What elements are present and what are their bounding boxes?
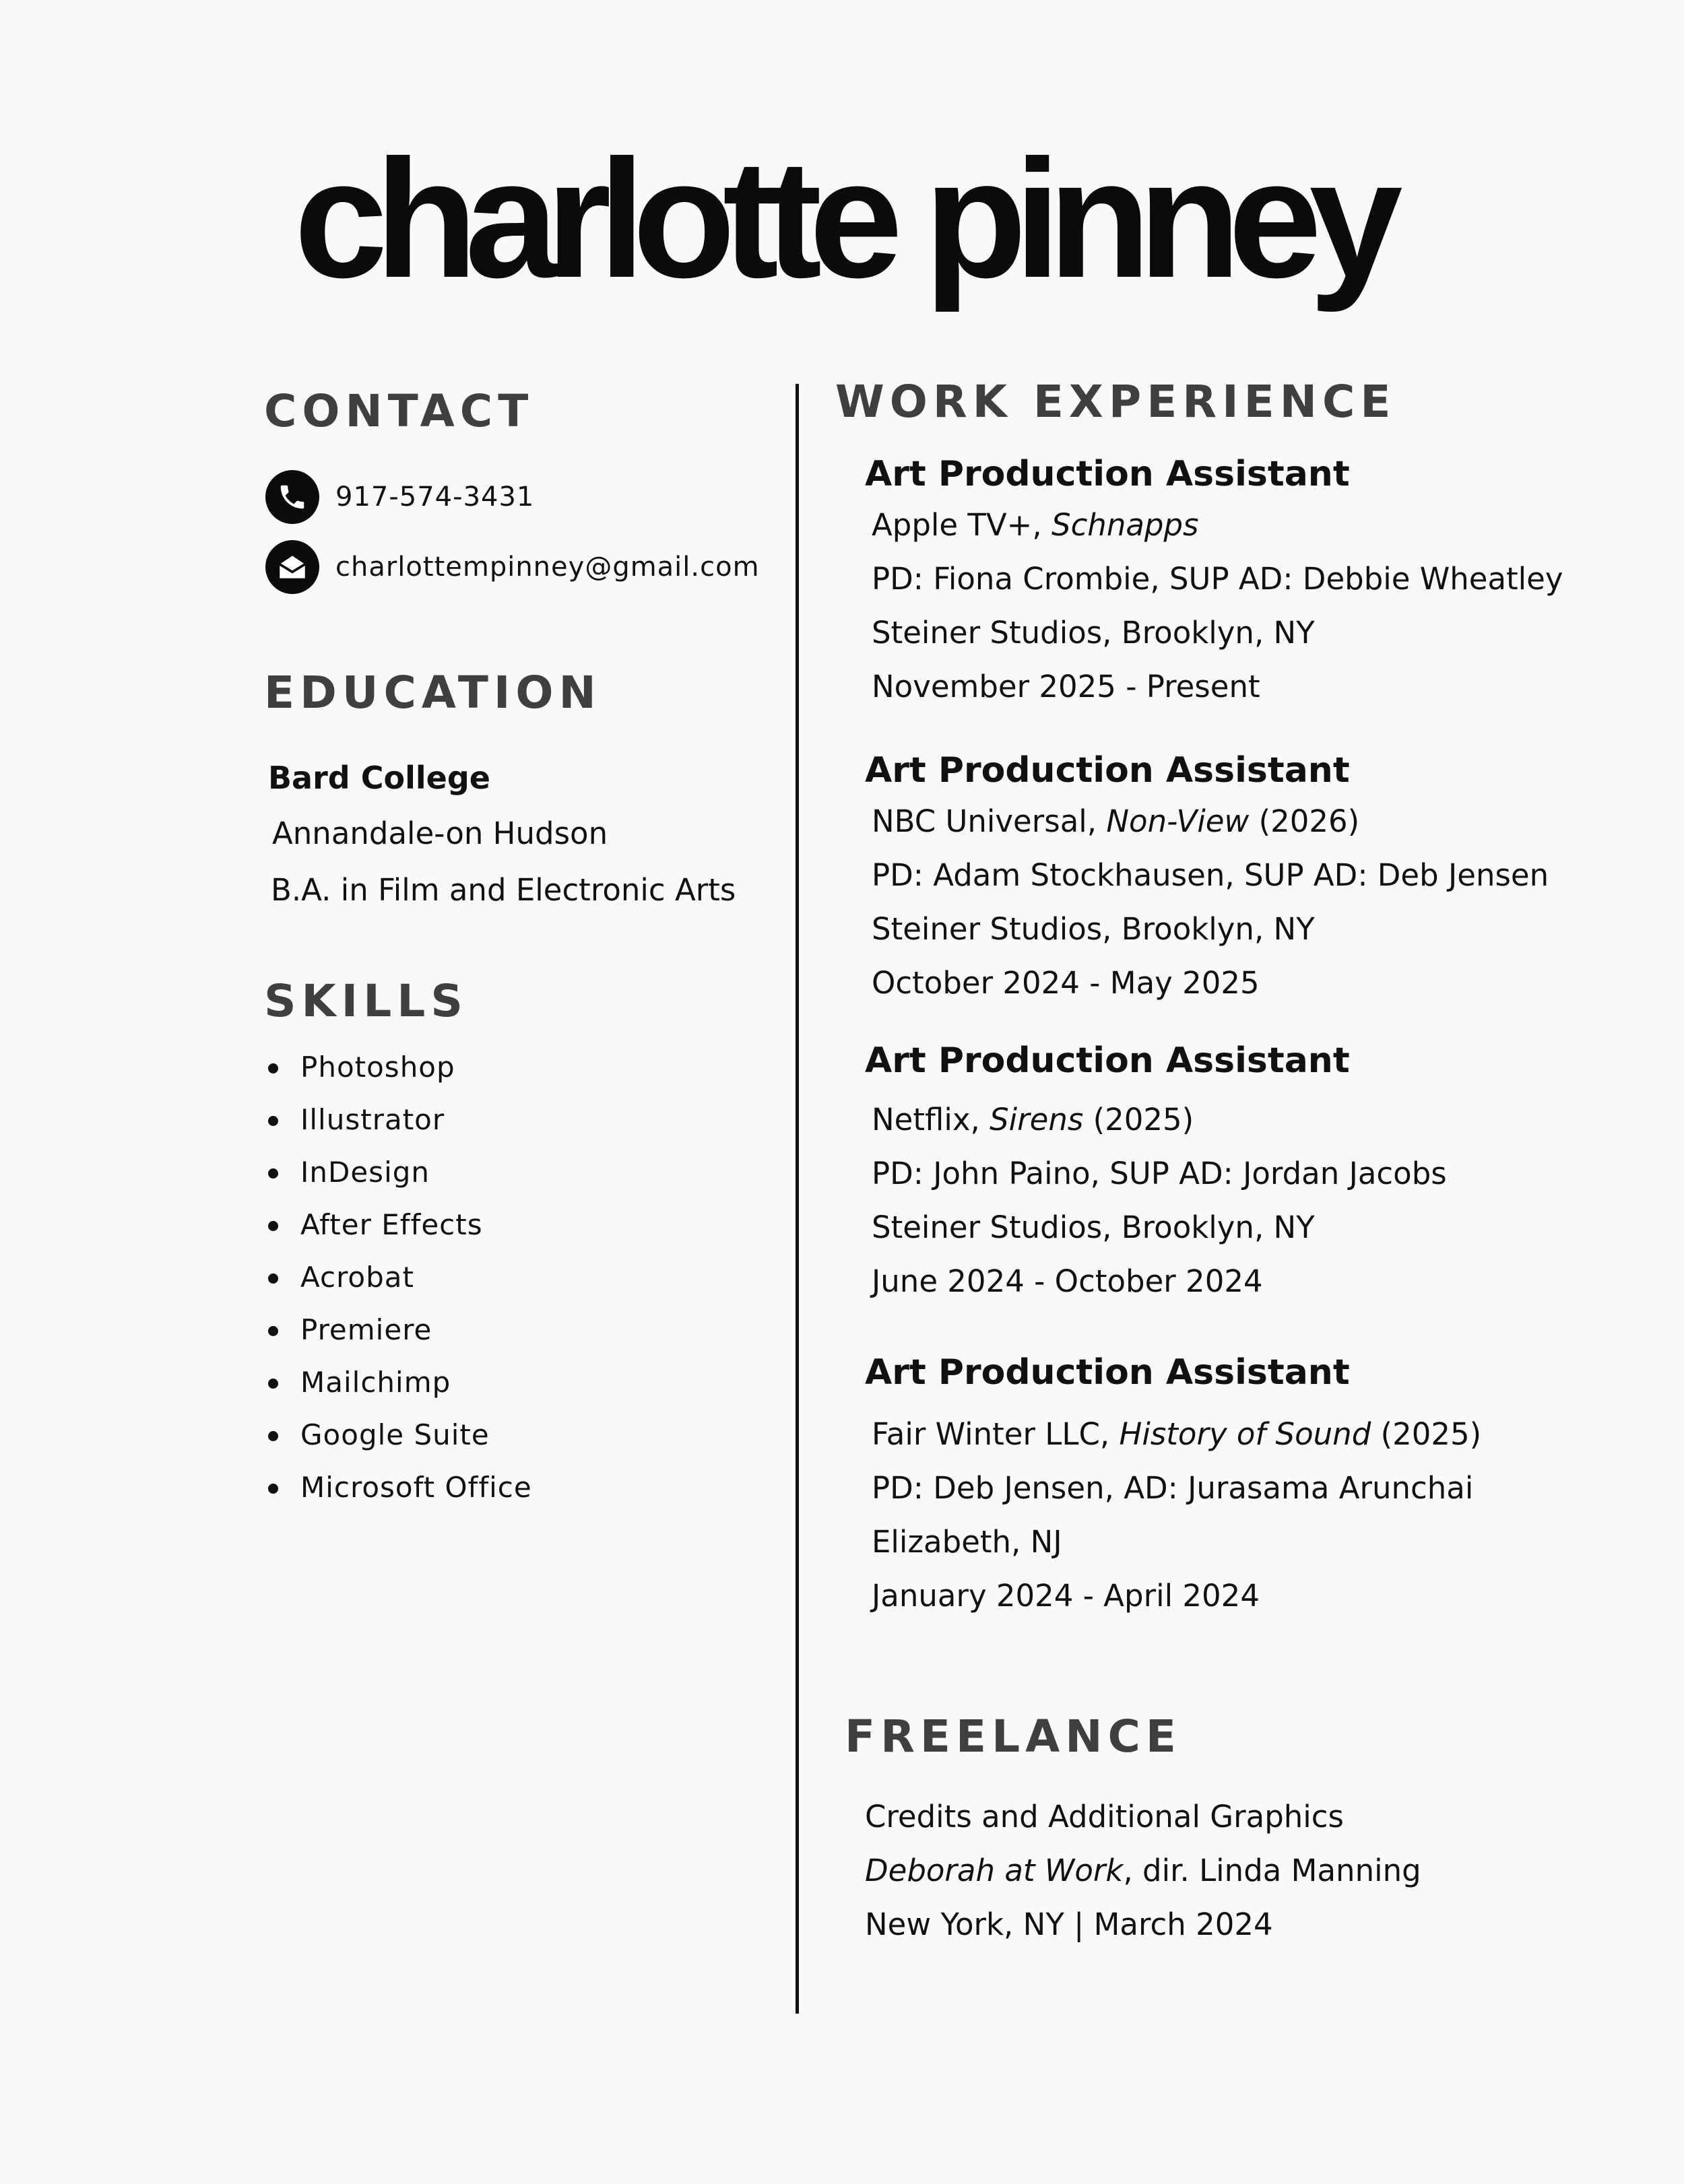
degree: B.A. in Film and Electronic Arts (271, 872, 736, 908)
job-dates: October 2024 - May 2025 (872, 965, 1260, 1001)
job-show: Schnapps (1051, 507, 1199, 543)
freelance-project: Deborah at Work (865, 1853, 1124, 1888)
job-location: Steiner Studios, Brooklyn, NY (872, 615, 1315, 651)
job-title: Art Production Assistant (865, 1352, 1350, 1393)
skill-item: Acrobat (267, 1251, 532, 1304)
skill-item: Mailchimp (267, 1356, 532, 1409)
job-company-line (872, 1408, 1640, 1461)
skill-item: InDesign (267, 1146, 532, 1199)
job-entry (865, 750, 1640, 1010)
freelance-project-line (865, 1844, 1640, 1898)
freelance-role: Credits and Additional Graphics (865, 1799, 1344, 1834)
freelance-block (865, 1790, 1640, 1952)
work-experience-heading: WORK EXPERIENCE (835, 376, 1396, 428)
freelance-location-date: New York, NY | March 2024 (865, 1907, 1273, 1942)
skill-item: Google Suite (267, 1409, 532, 1461)
job-company-line (872, 498, 1640, 552)
freelance-director: , dir. Linda Manning (1123, 1853, 1421, 1888)
contact-phone-row (265, 469, 777, 525)
skill-item: Photoshop (267, 1041, 532, 1094)
job-title: Art Production Assistant (865, 1040, 1350, 1081)
skill-item: After Effects (267, 1199, 532, 1251)
skill-item: Premiere (267, 1304, 532, 1356)
job-location: Steiner Studios, Brooklyn, NY (872, 911, 1315, 947)
phone-number[interactable]: 917-574-3431 (335, 482, 535, 512)
school-name: Bard College (268, 760, 490, 796)
contact-email-row (265, 539, 777, 595)
mail-icon (265, 540, 319, 594)
job-location: Elizabeth, NJ (872, 1524, 1062, 1560)
job-crew: PD: Fiona Crombie, SUP AD: Debbie Wheatley (872, 561, 1563, 597)
skill-item: Microsoft Office (267, 1461, 532, 1514)
job-company: Apple TV+, (872, 507, 1051, 543)
job-company-line (872, 795, 1640, 849)
email-address[interactable]: charlottempinney@gmail.com (335, 552, 760, 583)
phone-icon (265, 470, 319, 524)
job-entry (865, 1040, 1640, 1309)
resume-name: charlotte pinney (294, 125, 1390, 312)
skills-heading: SKILLS (264, 975, 468, 1027)
job-title: Art Production Assistant (865, 454, 1350, 494)
job-dates: November 2025 - Present (872, 669, 1260, 704)
school-location: Annandale-on Hudson (272, 816, 608, 851)
skill-item: Illustrator (267, 1094, 532, 1146)
job-crew: PD: Adam Stockhausen, SUP AD: Deb Jensen (872, 857, 1549, 893)
education-heading: EDUCATION (264, 667, 602, 719)
job-show: History of Sound (1119, 1416, 1371, 1452)
job-dates: June 2024 - October 2024 (872, 1263, 1263, 1299)
job-crew: PD: John Paino, SUP AD: Jordan Jacobs (872, 1156, 1447, 1191)
freelance-heading: FREELANCE (845, 1711, 1181, 1762)
skills-list (267, 1041, 532, 1514)
job-year: (2025) (1371, 1416, 1482, 1452)
job-title: Art Production Assistant (865, 750, 1350, 791)
job-company: Fair Winter LLC, (872, 1416, 1120, 1452)
job-year: (2025) (1083, 1102, 1194, 1137)
job-show: Non-View (1106, 803, 1250, 839)
contact-heading: CONTACT (264, 385, 534, 437)
job-company: NBC Universal, (872, 803, 1107, 839)
column-divider (796, 384, 799, 2014)
job-show: Sirens (990, 1102, 1084, 1137)
job-company-line (872, 1093, 1640, 1147)
job-year: (2026) (1249, 803, 1360, 839)
job-dates: January 2024 - April 2024 (872, 1578, 1260, 1614)
job-entry (865, 1352, 1640, 1623)
education-block (268, 760, 490, 796)
job-company: Netflix, (872, 1102, 990, 1137)
job-entry (865, 454, 1640, 714)
job-crew: PD: Deb Jensen, AD: Jurasama Arunchai (872, 1470, 1474, 1506)
job-location: Steiner Studios, Brooklyn, NY (872, 1210, 1315, 1245)
